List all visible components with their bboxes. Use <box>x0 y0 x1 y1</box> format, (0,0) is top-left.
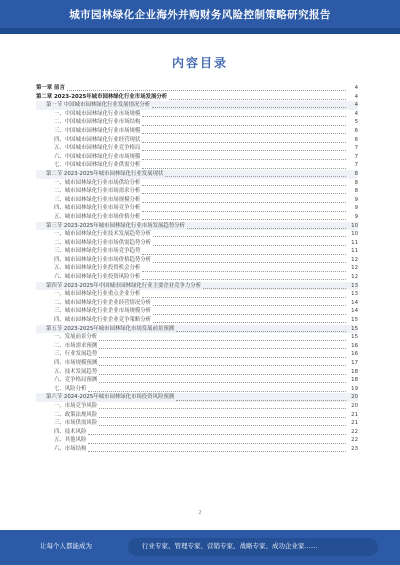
toc-leader-dots <box>88 446 346 452</box>
toc-entry[interactable] <box>36 264 358 273</box>
toc-entry-label: 四、城市园林绿化行业企业竞争策略分析 <box>54 317 152 324</box>
toc-entry-label: 第一节 中国城市园林绿化行业发展情况分析 <box>46 102 151 109</box>
toc-entry-label: 一、城市园林绿化行业技术发展趋势分析 <box>54 231 152 238</box>
toc-entry-label: 第二节 2023-2025年城市园林绿化行业发展现状 <box>46 170 164 177</box>
toc-entry[interactable] <box>36 110 358 119</box>
toc-entry-page: 12 <box>351 256 358 263</box>
toc-entry[interactable] <box>36 127 358 136</box>
toc-entry[interactable] <box>36 256 358 265</box>
toc-entry-label: 六、市场结构 <box>54 445 87 452</box>
toc-entry-label: 二、中国城市园林绿化行业市场结构 <box>54 119 141 126</box>
toc-entry[interactable] <box>36 118 358 127</box>
toc-entry[interactable] <box>36 290 358 299</box>
toc-entry-page: 9 <box>354 205 358 212</box>
toc-leader-dots <box>187 223 346 229</box>
toc-entry[interactable] <box>36 282 358 291</box>
toc-entry[interactable] <box>36 196 358 205</box>
toc-entry[interactable] <box>36 368 358 377</box>
toc-entry-page: 18 <box>351 368 358 375</box>
toc-leader-dots <box>176 395 346 401</box>
toc-leader-dots <box>88 386 346 392</box>
toc-entry[interactable] <box>36 273 358 282</box>
toc-entry-page: 5 <box>354 119 358 126</box>
toc-entry[interactable] <box>36 393 358 402</box>
toc-entry[interactable] <box>36 385 358 394</box>
toc-entry-label: 七、中国城市园林绿化行业供需分析 <box>54 162 141 169</box>
toc-entry-page: 12 <box>351 274 358 281</box>
toc-leader-dots <box>153 317 346 323</box>
page-number: 2 <box>198 510 202 516</box>
toc-entry-page: 4 <box>354 93 358 100</box>
toc-entry-page: 8 <box>354 188 358 195</box>
toc-entry[interactable] <box>36 316 358 325</box>
toc-entry-page: 8 <box>354 179 358 186</box>
toc-leader-dots <box>88 429 346 435</box>
toc-leader-dots <box>203 283 346 289</box>
toc-entry-label: 四、技术风险 <box>54 428 87 435</box>
toc-entry-label: 三、中国城市园林绿化行业市场规模 <box>54 127 141 134</box>
toc-entry-label: 六、竞争格局预测 <box>54 377 98 384</box>
toc-entry-label: 二、城市园林绿化行业市场供需趋势分析 <box>54 239 152 246</box>
toc-leader-dots <box>153 300 346 306</box>
footer-slogan-right: 行业专家、管理专家、营销专家、战略专家、成功企业家…… <box>142 542 318 550</box>
toc-entry[interactable] <box>36 307 358 316</box>
toc-leader-dots <box>99 403 346 409</box>
table-of-contents <box>36 84 358 454</box>
toc-entry-page: 21 <box>351 420 358 427</box>
toc-entry-page: 13 <box>351 291 358 298</box>
toc-leader-dots <box>142 145 346 151</box>
toc-leader-dots <box>142 274 346 280</box>
toc-entry-page: 7 <box>354 145 358 152</box>
toc-leader-dots <box>153 257 346 263</box>
toc-entry-page: 19 <box>351 385 358 392</box>
toc-entry[interactable] <box>36 299 358 308</box>
toc-entry-label: 一、城市园林绿化行业重点企业分析 <box>54 291 141 298</box>
toc-entry-page: 20 <box>351 402 358 409</box>
toc-entry-label: 五、中国城市园林绿化行业竞争格局 <box>54 145 141 152</box>
toc-entry[interactable] <box>36 247 358 256</box>
toc-entry-label: 五、其他风险 <box>54 437 87 444</box>
header-stripe <box>0 28 400 34</box>
toc-entry-label: 四、城市园林绿化行业市场竞争分析 <box>54 205 141 212</box>
toc-leader-dots <box>142 180 346 186</box>
toc-leader-dots <box>142 188 346 194</box>
toc-entry[interactable] <box>36 204 358 213</box>
toc-entry-page: 7 <box>354 162 358 169</box>
toc-entry-page: 4 <box>354 85 358 91</box>
toc-leader-dots <box>165 171 346 177</box>
toc-entry[interactable] <box>36 230 358 239</box>
toc-entry[interactable] <box>36 179 358 188</box>
toc-entry[interactable] <box>36 101 358 110</box>
toc-entry-page: 9 <box>354 196 358 203</box>
toc-entry[interactable] <box>36 153 358 162</box>
toc-leader-dots <box>88 438 346 444</box>
toc-entry-page: 4 <box>354 102 358 109</box>
toc-leader-dots <box>142 206 346 212</box>
toc-leader-dots <box>142 137 346 143</box>
toc-entry-label: 六、中国城市园林绿化行业市场规模 <box>54 153 141 160</box>
toc-entry[interactable] <box>36 325 358 334</box>
toc-entry[interactable] <box>36 359 358 368</box>
toc-entry[interactable] <box>36 436 358 445</box>
toc-leader-dots <box>142 214 346 220</box>
toc-entry-page: 22 <box>351 428 358 435</box>
toc-leader-dots <box>142 249 346 255</box>
toc-entry-label: 五、技术发展趋势 <box>54 368 98 375</box>
toc-entry-label: 二、城市园林绿化行业市场需求分析 <box>54 188 141 195</box>
toc-entry-label: 第六节 2024-2025年城市园林绿化市场投资风险预测 <box>46 394 175 401</box>
toc-entry[interactable] <box>36 161 358 170</box>
toc-entry-label: 第二章 2023-2025年城市园林绿化行业市场发展分析 <box>36 93 168 100</box>
toc-entry[interactable] <box>36 402 358 411</box>
toc-entry-label: 二、城市园林绿化行业企业经营情况分析 <box>54 299 152 306</box>
toc-entry-label: 三、行业发展趋势 <box>54 351 98 358</box>
toc-entry-page: 20 <box>351 394 358 401</box>
toc-entry-page: 10 <box>351 231 358 238</box>
toc-entry-label: 二、政策法规风险 <box>54 411 98 418</box>
toc-entry-page: 16 <box>351 351 358 358</box>
toc-entry-page: 6 <box>354 136 358 143</box>
footer-banner <box>0 530 400 565</box>
toc-entry-label: 第五节 2023-2025年城市园林绿化市场发展前景预测 <box>46 325 175 332</box>
toc-leader-dots <box>99 352 346 358</box>
toc-entry-page: 15 <box>351 317 358 324</box>
toc-entry-page: 13 <box>351 282 358 289</box>
toc-entry[interactable] <box>36 419 358 428</box>
toc-entry-label: 二、市场需求预测 <box>54 342 98 349</box>
toc-entry-label: 第一章 前言 <box>36 85 65 91</box>
footer-slogan-left: 让每个人都能成为 <box>40 542 92 550</box>
toc-entry-page: 8 <box>354 170 358 177</box>
toc-entry-page: 12 <box>351 265 358 272</box>
toc-leader-dots <box>99 335 346 341</box>
toc-entry-page: 21 <box>351 411 358 418</box>
toc-entry-label: 五、城市园林绿化行业市场价格分析 <box>54 213 141 220</box>
toc-entry-label: 七、风险分析 <box>54 385 87 392</box>
toc-entry[interactable] <box>36 222 358 231</box>
toc-entry-label: 第四节 2023-2025年中国城市园林绿化行业主要企业竞争力分析 <box>46 282 202 289</box>
toc-entry[interactable] <box>36 239 358 248</box>
toc-leader-dots <box>142 120 346 126</box>
toc-leader-dots <box>153 240 346 246</box>
toc-entry-page: 6 <box>354 127 358 134</box>
toc-entry-label: 一、城市园林绿化行业市场供给分析 <box>54 179 141 186</box>
toc-entry-page: 9 <box>354 213 358 220</box>
report-title: 城市园林绿化企业海外并购财务风险控制策略研究报告 <box>69 9 331 21</box>
toc-entry-page: 4 <box>354 110 358 117</box>
toc-leader-dots <box>142 266 346 272</box>
toc-entry-page: 16 <box>351 342 358 349</box>
toc-heading: 内容目录 <box>171 56 228 70</box>
toc-entry-page: 10 <box>351 222 358 229</box>
toc-entry-page: 15 <box>351 334 358 341</box>
toc-leader-dots <box>169 94 346 100</box>
toc-entry-page: 23 <box>351 445 358 452</box>
toc-entry-label: 五、城市园林绿化行业投资机会分析 <box>54 265 141 272</box>
toc-leader-dots <box>142 197 346 203</box>
toc-entry[interactable] <box>36 170 358 179</box>
toc-leader-dots <box>142 154 346 160</box>
toc-entry-label: 四、城市园林绿化行业市场价格趋势分析 <box>54 256 152 263</box>
toc-entry[interactable] <box>36 350 358 359</box>
toc-entry-page: 11 <box>351 248 358 255</box>
toc-entry[interactable] <box>36 213 358 222</box>
toc-entry-label: 三、城市园林绿化行业企业市场规模分析 <box>54 308 152 315</box>
toc-entry[interactable] <box>36 411 358 420</box>
toc-entry-page: 7 <box>354 153 358 160</box>
toc-entry-page: 15 <box>351 325 358 332</box>
toc-entry[interactable] <box>36 333 358 342</box>
toc-entry-label: 第三节 2023-2025年城市园林绿化行业市场发展趋势分析 <box>46 222 185 229</box>
toc-entry[interactable] <box>36 376 358 385</box>
toc-entry-page: 18 <box>351 377 358 384</box>
toc-entry-page: 14 <box>351 308 358 315</box>
toc-leader-dots <box>142 128 346 134</box>
toc-entry-label: 四、市场规模预测 <box>54 360 98 366</box>
toc-entry[interactable] <box>36 93 358 102</box>
header-banner <box>0 0 400 34</box>
toc-leader-dots <box>142 292 346 298</box>
toc-leader-dots <box>99 420 346 426</box>
toc-entry-label: 三、市场供需风险 <box>54 420 98 427</box>
toc-entry-label: 一、中国城市园林绿化行业市场规模 <box>54 110 141 117</box>
toc-leader-dots <box>153 231 346 237</box>
toc-entry[interactable] <box>36 136 358 145</box>
toc-entry[interactable] <box>36 84 358 93</box>
toc-entry-label: 六、城市园林绿化行业投资风险分析 <box>54 274 141 281</box>
toc-leader-dots <box>99 377 346 383</box>
toc-leader-dots <box>152 102 346 108</box>
toc-entry[interactable] <box>36 445 358 454</box>
toc-entry-label: 三、城市园林绿化行业市场竞争趋势 <box>54 248 141 255</box>
toc-entry-page: 17 <box>351 360 358 366</box>
toc-entry-label: 一、发展前景分析 <box>54 334 98 341</box>
toc-leader-dots <box>99 343 346 349</box>
toc-entry-label: 一、市场竞争风险 <box>54 402 98 409</box>
toc-entry[interactable] <box>36 144 358 153</box>
toc-entry[interactable] <box>36 342 358 351</box>
toc-leader-dots <box>67 85 346 91</box>
toc-leader-dots <box>99 360 346 366</box>
toc-entry-page: 11 <box>351 239 358 246</box>
toc-entry-label: 三、城市园林绿化行业市场规模分析 <box>54 196 141 203</box>
toc-entry-label: 四、中国城市园林绿化行业经营现状 <box>54 136 141 143</box>
toc-entry[interactable] <box>36 187 358 196</box>
toc-leader-dots <box>99 412 346 418</box>
toc-entry-page: 22 <box>351 437 358 444</box>
toc-leader-dots <box>99 369 346 375</box>
toc-leader-dots <box>142 163 346 169</box>
toc-entry-page: 14 <box>351 299 358 306</box>
toc-leader-dots <box>153 309 346 315</box>
toc-entry[interactable] <box>36 428 358 437</box>
toc-leader-dots <box>142 111 346 117</box>
toc-leader-dots <box>176 326 346 332</box>
